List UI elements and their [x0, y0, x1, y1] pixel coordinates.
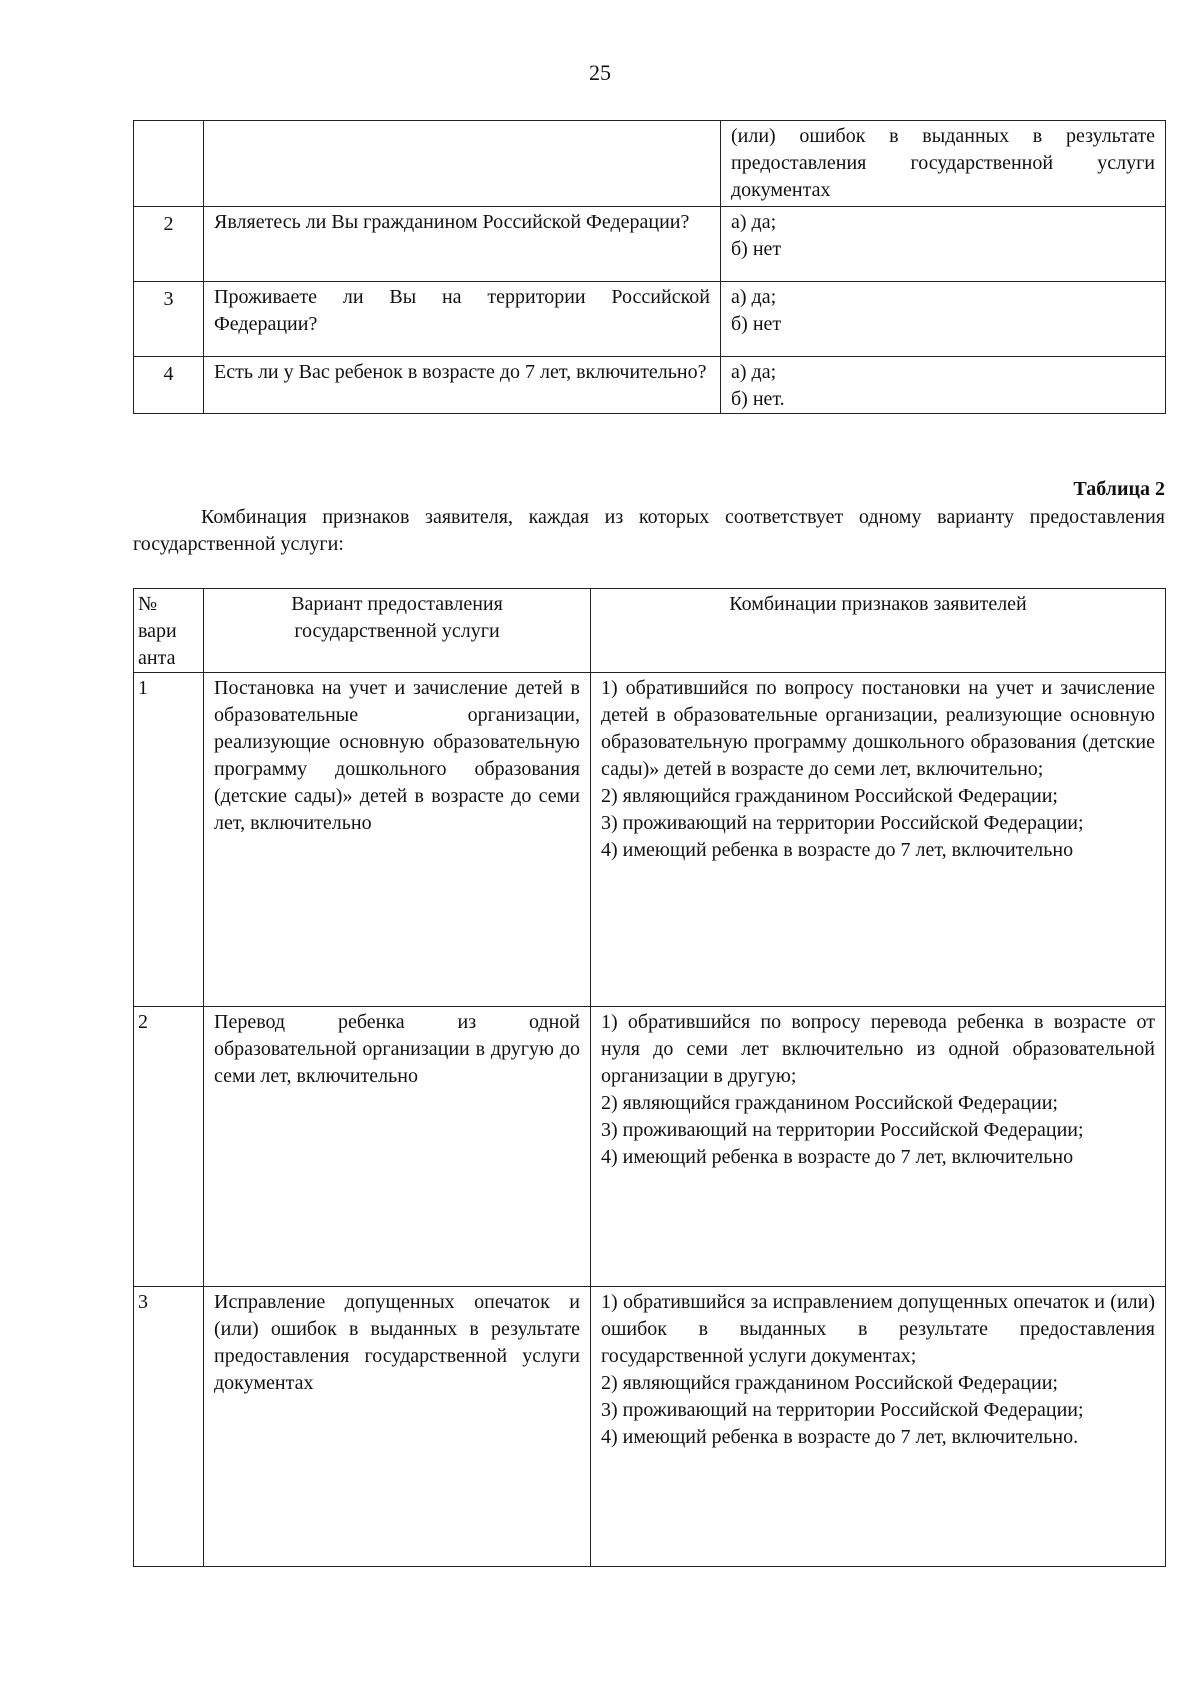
page-number: 25 — [589, 60, 611, 85]
row-number: 2 — [134, 1007, 204, 1287]
answer-cell: (или) ошибок в выданных в результате предоставления государственной услуги документах — [721, 121, 1166, 207]
table-header-row — [134, 589, 1166, 673]
header-number: № вари анта — [134, 589, 204, 673]
question-cell: Являетесь ли Вы гражданином Российской Федерации? — [204, 207, 721, 282]
question-cell — [204, 121, 721, 207]
table-caption: Таблица 2 — [1073, 478, 1165, 500]
table-row — [134, 282, 1166, 357]
table-row — [134, 1007, 1166, 1287]
criteria-cell: 1) обратившийся по вопросу перевода ребенка в возрасте от нуля до семи лет включительно из одной образовательной организации в другую; 2) являющийся гражданином Российской Федерации; 3) проживающий на территории Российской Федерации; 4) имеющий ребенка в возрасте до 7 лет, включительно — [591, 1007, 1166, 1287]
table-row — [134, 1287, 1166, 1567]
answer-cell: а) да; б) нет — [721, 207, 1166, 282]
answer-cell: а) да; б) нет — [721, 282, 1166, 357]
criteria-cell: 1) обратившийся по вопросу постановки на учет и зачисление детей в образовательные организации, реализующие основную образовательную программу дошкольного образования (детские сады)» детей в возрасте до семи лет, включительно; 2) являющийся гражданином Российской Федерации; 3) проживающий на территории Российской Федерации; 4) имеющий ребенка в возрасте до 7 лет, включительно — [591, 673, 1166, 1007]
answer-cell: а) да; б) нет. — [721, 357, 1166, 414]
variants-table — [133, 588, 1166, 1567]
header-criteria: Комбинации признаков заявителей — [591, 589, 1166, 673]
questions-table — [133, 120, 1166, 414]
intro-text: Комбинация признаков заявителя, каждая из которых соответствует одному варианту предоставления государственной услуги: — [133, 506, 1165, 555]
table-row — [134, 121, 1166, 207]
variant-cell: Перевод ребенка из одной образовательной организации в другую до семи лет, включительно — [204, 1007, 591, 1287]
row-number: 2 — [134, 207, 204, 282]
variant-cell: Постановка на учет и зачисление детей в образовательные организации, реализующие основную образовательную программу дошкольного образования (детские сады)» детей в возрасте до семи лет, включительно — [204, 673, 591, 1007]
question-cell: Есть ли у Вас ребенок в возрасте до 7 лет, включительно? — [204, 357, 721, 414]
row-number: 4 — [134, 357, 204, 414]
row-number: 3 — [134, 282, 204, 357]
criteria-cell: 1) обратившийся за исправлением допущенных опечаток и (или) ошибок в выданных в результате предоставления государственной услуги документах; 2) являющийся гражданином Российской Федерации; 3) проживающий на территории Российской Федерации; 4) имеющий ребенка в возрасте до 7 лет, включительно. — [591, 1287, 1166, 1567]
question-cell: Проживаете ли Вы на территории Российской Федерации? — [204, 282, 721, 357]
table-row — [134, 673, 1166, 1007]
row-number: 3 — [134, 1287, 204, 1567]
table-row — [134, 357, 1166, 414]
row-number — [134, 121, 204, 207]
header-variant: Вариант предоставления государственной услуги — [204, 589, 591, 673]
row-number: 1 — [134, 673, 204, 1007]
variant-cell: Исправление допущенных опечаток и (или) ошибок в выданных в результате предоставления государственной услуги документах — [204, 1287, 591, 1567]
table-row — [134, 207, 1166, 282]
